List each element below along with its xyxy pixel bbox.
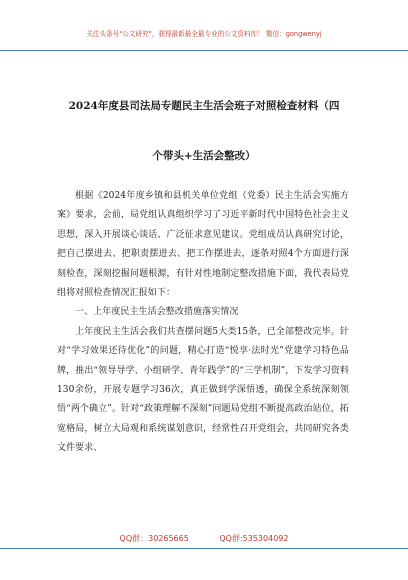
- intro-paragraph: 根据《2024年度乡镇和县机关单位党组（党委）民主生活会实施方案》要求，会前，局党组认真组织学习了习近平新时代中国特色社会主义思想，深入开展谈心谈话、广泛征求意见建议。党组成员认真研究讨论，把自己摆进去、把职责摆进去、把工作摆进去，逐条对照4个方面进行深刻检查，深刻挖掘问题根源，有针对性地制定整改措施下面，我代表局党组将对照检查情况汇报如下：: [57, 191, 349, 299]
- document-title: 2024年度县司法局专题民主生活会班子对照检查材料（四: [68, 100, 340, 112]
- footer-qq-group-2: QQ群:535304092: [219, 534, 289, 543]
- footer-qq-group-1: QQ群：30265665: [119, 534, 189, 543]
- header-notice: 关注头条号"公文研究"，获得最新最全最专业的公文资料库！ 微信：gongwenyj: [86, 30, 322, 38]
- footer-divider: [0, 548, 408, 549]
- page-header: [0, 0, 408, 51]
- document-body: [57, 187, 349, 459]
- section-heading: 一、上年度民主生活会整改措施落实情况: [75, 307, 239, 318]
- document-title-continued: 个带头+生活会整改）: [152, 150, 256, 162]
- body-paragraph: 上年度民主生活会我们共查摆问题5大类15条，已全部整改完毕。针对“学习效果还待优化”的问题，精心打造“悦享·法时光”党建学习特色品牌，推出“领导导学、小组研学、青年践学”的“三学机制”，下发学习资料130余份，开展专题学习36次，真正做到学深悟透，确保全系统深刻领悟“两个确立”。针对“政策理解不深刻”问题局党组不断提高政治站位，拓宽格局，树立大局观和系统谋划意识，经常性召开党组会，共同研究各类文件要求、: [57, 326, 349, 454]
- page-footer: [0, 533, 408, 544]
